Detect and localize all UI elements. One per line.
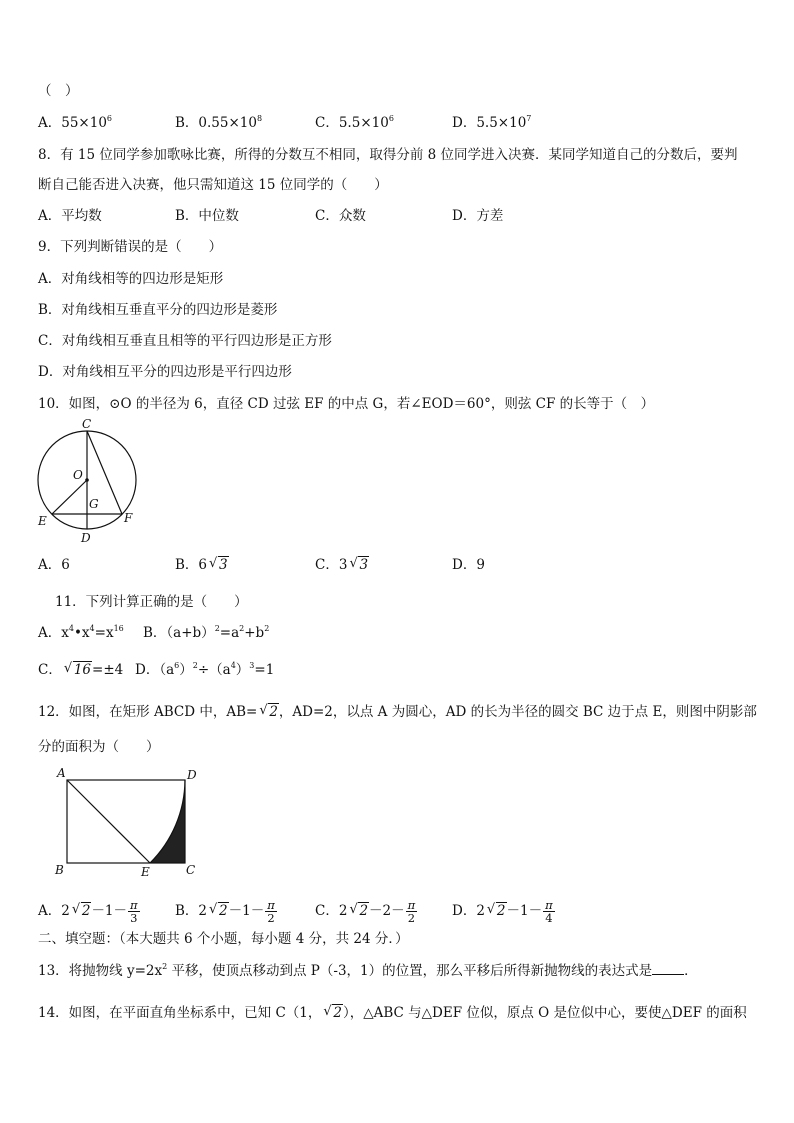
segment-ae: [67, 780, 150, 863]
label-d: D: [187, 768, 197, 782]
shaded-region: [150, 780, 185, 863]
q11-option-b: B．$(a+b)^2=a^2+b^2$: [143, 624, 270, 641]
q9-stem: 9．下列判断错误的是（ ）: [38, 239, 223, 255]
q10-option-b: B．6√ 3: [175, 556, 229, 574]
q8-stem-line1: 8．有 15 位同学参加歌咏比赛，所得的分数互不相同，取得分前 8 位同学进入决赛．某同学知道自己的分数后，要判: [38, 147, 738, 163]
q9-option-c: C．对角线相互垂直且相等的平行四边形是正方形: [38, 333, 332, 349]
q12-option-a: A．2√ 2－1－ $\frac{\pi}{3}$: [38, 899, 141, 924]
q12-stem-line2: 分的面积为（ ）: [38, 739, 160, 755]
label-b: B: [55, 863, 64, 877]
q7-option-d: D．$5.5\times 10^7$: [452, 114, 532, 131]
q10-option-d: D．9: [452, 557, 485, 573]
q7-option-c: C．$5.5\times 10^6$: [315, 114, 394, 131]
answer-blank[interactable]: [652, 962, 684, 975]
q8-stem-line2: 断自己能否进入决赛，他只需知道这 15 位同学的（ ）: [38, 177, 388, 193]
q12-option-c: C．2√ 2－2－ $\frac{\pi}{2}$: [315, 899, 418, 924]
q12-option-d: D．2√ 2－1－ $\frac{\pi}{4}$: [452, 899, 556, 924]
label-e: E: [38, 514, 47, 528]
q11-option-a: A．$x^4•x^4=x^{16}$: [38, 624, 124, 641]
q12-option-b: B．2√ 2－1－ $\frac{\pi}{2}$: [175, 899, 278, 924]
label-c: C: [82, 417, 92, 431]
q13-stem: 13．将抛物线 $y=2x^2$ 平移，使顶点移动到点 P（-3，1）的位置，那么平移后所得新抛物线的表达式是 ．: [38, 962, 698, 979]
q12-rectangle-figure: [52, 764, 204, 880]
section-heading-fill-in: 二、填空题：（本大题共 6 个小题，每小题 4 分，共 24 分．）: [38, 931, 409, 947]
q14-stem: 14．如图，在平面直角坐标系中，已知 C（1，√ 2），△ABC 与△DEF 位似，原点 O 是位似中心，要使△DEF 的面积: [38, 1004, 747, 1022]
q7-option-a: A．$55\times 10^6$: [38, 114, 113, 131]
q9-option-b: B．对角线相互垂直平分的四边形是菱形: [38, 302, 278, 318]
label-o: O: [73, 468, 83, 482]
q10-option-a: A．6: [38, 557, 70, 573]
q9-option-a: A．对角线相等的四边形是矩形: [38, 271, 224, 287]
q8-option-a: A．平均数: [38, 208, 102, 224]
label-e: E: [141, 865, 150, 879]
q7-option-b: B．$0.55\times 10^8$: [175, 114, 263, 131]
q8-option-d: D．方差: [452, 208, 504, 224]
q9-option-d: D．对角线相互平分的四边形是平行四边形: [38, 364, 292, 380]
q7-tail: （ ）: [38, 83, 79, 99]
q11-stem: 11．下列计算正确的是（ ）: [55, 594, 248, 610]
q12-stem-line1: 12．如图，在矩形 ABCD 中，AB=√ 2，AD=2，以点 A 为圆心，AD 的长为半径的圆交 BC 边于点 E，则图中阴影部: [38, 703, 757, 721]
label-c: C: [186, 863, 196, 877]
label-a: A: [57, 766, 66, 780]
q11-option-d: D．$(a^6)^2\div(a^4)^3=1$: [135, 661, 275, 678]
q10-option-c: C．3√ 3: [315, 556, 369, 574]
q8-option-c: C．众数: [315, 208, 366, 224]
label-f: F: [124, 511, 133, 525]
q8-option-b: B．中位数: [175, 208, 239, 224]
q10-stem: 10．如图，⊙O 的半径为 6，直径 CD 过弦 EF 的中点 G，若∠EOD＝60°，则弦 CF 的长等于（ ）: [38, 396, 655, 412]
q10-circle-figure: [34, 416, 144, 546]
label-g: G: [89, 497, 99, 511]
label-d: D: [81, 531, 91, 545]
q11-option-c: C．√ 16=±4: [38, 661, 123, 679]
radius-oe: [52, 480, 87, 514]
center-point-o: [85, 478, 89, 482]
